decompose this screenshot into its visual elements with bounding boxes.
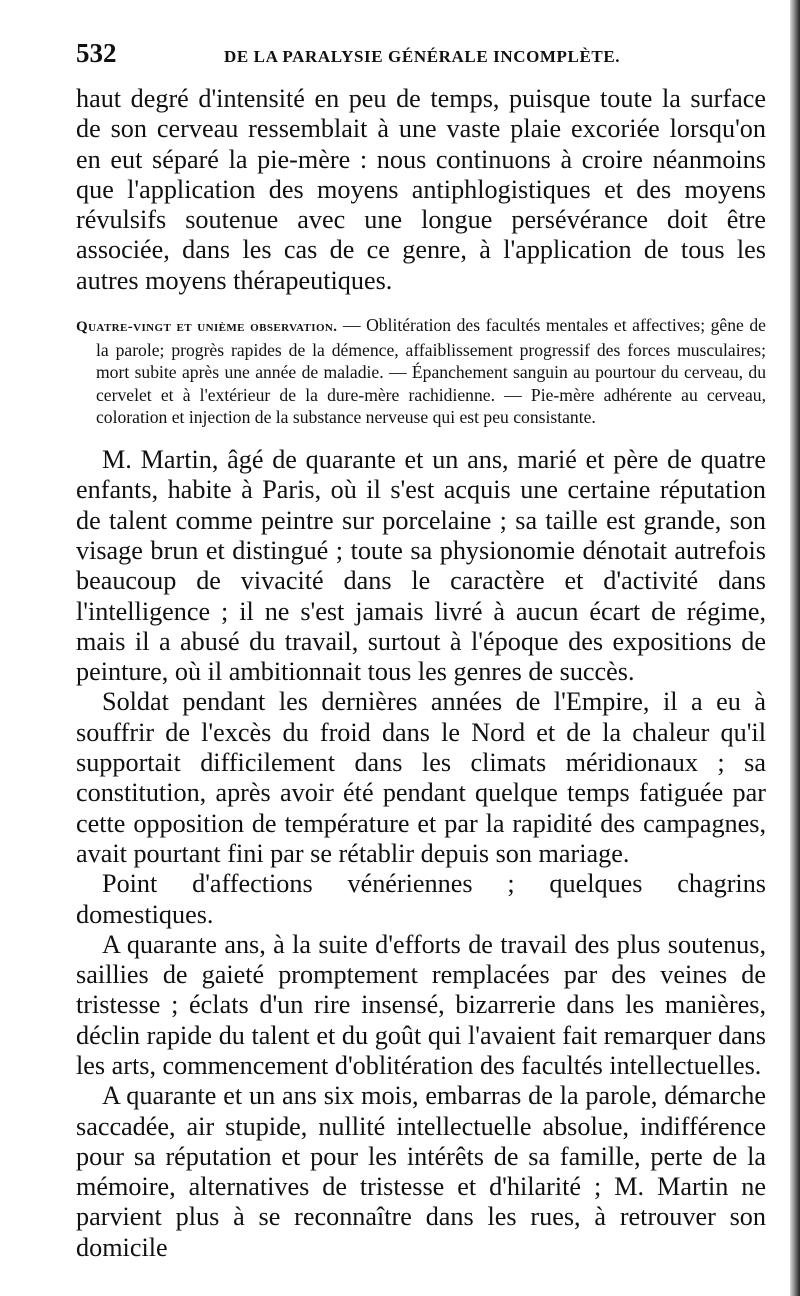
page-edge-shadow	[790, 0, 800, 1296]
paragraph: Soldat pendant les dernières années de l'Empire, il a eu à souffrir de l'excès du froid dans le Nord et de la chaleur qu'il supportait difficilement dans les climats méridionaux ; sa constitution, après avoir été pendant quelque temps fatiguée par cette opposition de température et par la rapidité des campagnes, avait pourtant fini par se rétablir depuis son mariage.	[76, 687, 766, 868]
page-header	[76, 38, 766, 82]
paragraph: A quarante ans, à la suite d'efforts de travail des plus soutenus, saillies de gaieté promptement remplacées par des veines de tristesse ; éclats d'un rire insensé, bizarrerie dans les manières, déclin rapide du talent et du goût qui l'avaient fait remarquer dans les arts, commencement d'oblitération des facultés intellectuelles.	[76, 929, 766, 1080]
page-number: 532	[76, 38, 117, 68]
paragraph: M. Martin, âgé de quarante et un ans, marié et père de quatre enfants, habite à Paris, où il s'est acquis une certaine réputation de talent comme peintre sur porcelaine ; sa taille est grande, son visage brun et distingué ; toute sa physionomie dénotait autrefois beaucoup de vivacité dans le caractère et d'activité dans l'intelligence ; il ne s'est jamais livré à aucun écart de régime, mais il a abusé du travail, surtout à l'époque des expositions de peinture, où il ambitionnait tous les genres de succès.	[76, 445, 766, 687]
running-title: DE LA PARALYSIE GÉNÉRALE INCOMPLÈTE.	[224, 47, 621, 66]
case-body	[76, 445, 766, 1263]
paragraph-continuation: haut degré d'intensité en peu de temps, puisque toute la surface de son cerveau ressemblait à une vaste plaie excoriée lorsqu'on en eut séparé la pie-mère : nous continuons à croire néanmoins que l'application des moyens antiphlogistiques et des moyens révulsifs soutenue avec une longue persévérance doit être associée, dans les cas de ce genre, à l'application de tous les autres moyens thérapeutiques.	[76, 84, 766, 295]
observation-summary: — Oblitération des facultés mentales et affectives; gêne de la parole; progrès rapides de la démence, affaiblissement progressif des forces musculaires; mort subite après une année de maladie. — Épanchement sanguin au pourtour du cerveau, du cervelet et à l'extérieur de la dure-mère rachidienne. — Pie-mère adhérente au cerveau, coloration et injection de la substance nerveuse qui est peu consistante.	[96, 315, 766, 428]
observation-title: Quatre-vingt et unième observation.	[76, 319, 338, 336]
paragraph: Point d'affections vénériennes ; quelques chagrins domestiques.	[76, 869, 766, 929]
paragraph: A quarante et un ans six mois, embarras de la parole, démarche saccadée, air stupide, nullité intellectuelle absolue, indifférence pour sa réputation et pour les intérêts de sa famille, perte de la mémoire, alternatives de tristesse et d'hilarité ; M. Martin ne parvient plus à se reconnaître dans les rues, à retrouver son domicile	[76, 1081, 766, 1262]
observation-heading	[76, 314, 766, 429]
